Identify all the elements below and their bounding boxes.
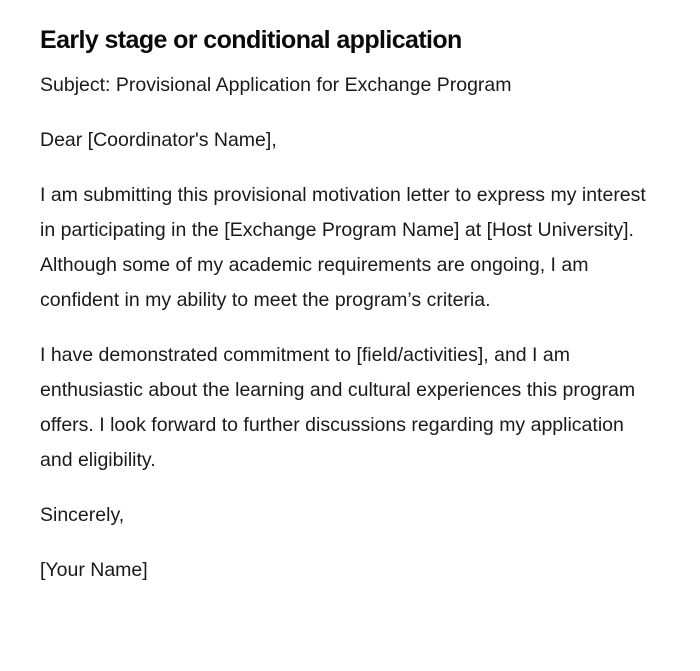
salutation: Dear [Coordinator's Name], xyxy=(40,129,277,151)
body-paragraph-2: I have demonstrated commitment to [field/activities], and I am enthusiastic about the learning and cultural experiences this program offers. I look forward to further discussions regarding my application and eligibility. xyxy=(40,344,636,471)
document-title: Early stage or conditional application xyxy=(40,26,462,54)
body-paragraph-1: I am submitting this provisional motivation letter to express my interest in participating in the [Exchange Program Name] at [Host University]. Although some of my academic requirements are ongoing, I am confident in my ability to meet the program’s criteria. xyxy=(40,184,646,311)
closing: Sincerely, xyxy=(40,504,125,526)
subject-line: Subject: Provisional Application for Exchange Program xyxy=(40,74,512,96)
signature: [Your Name] xyxy=(40,559,148,581)
letter-document xyxy=(40,24,650,588)
